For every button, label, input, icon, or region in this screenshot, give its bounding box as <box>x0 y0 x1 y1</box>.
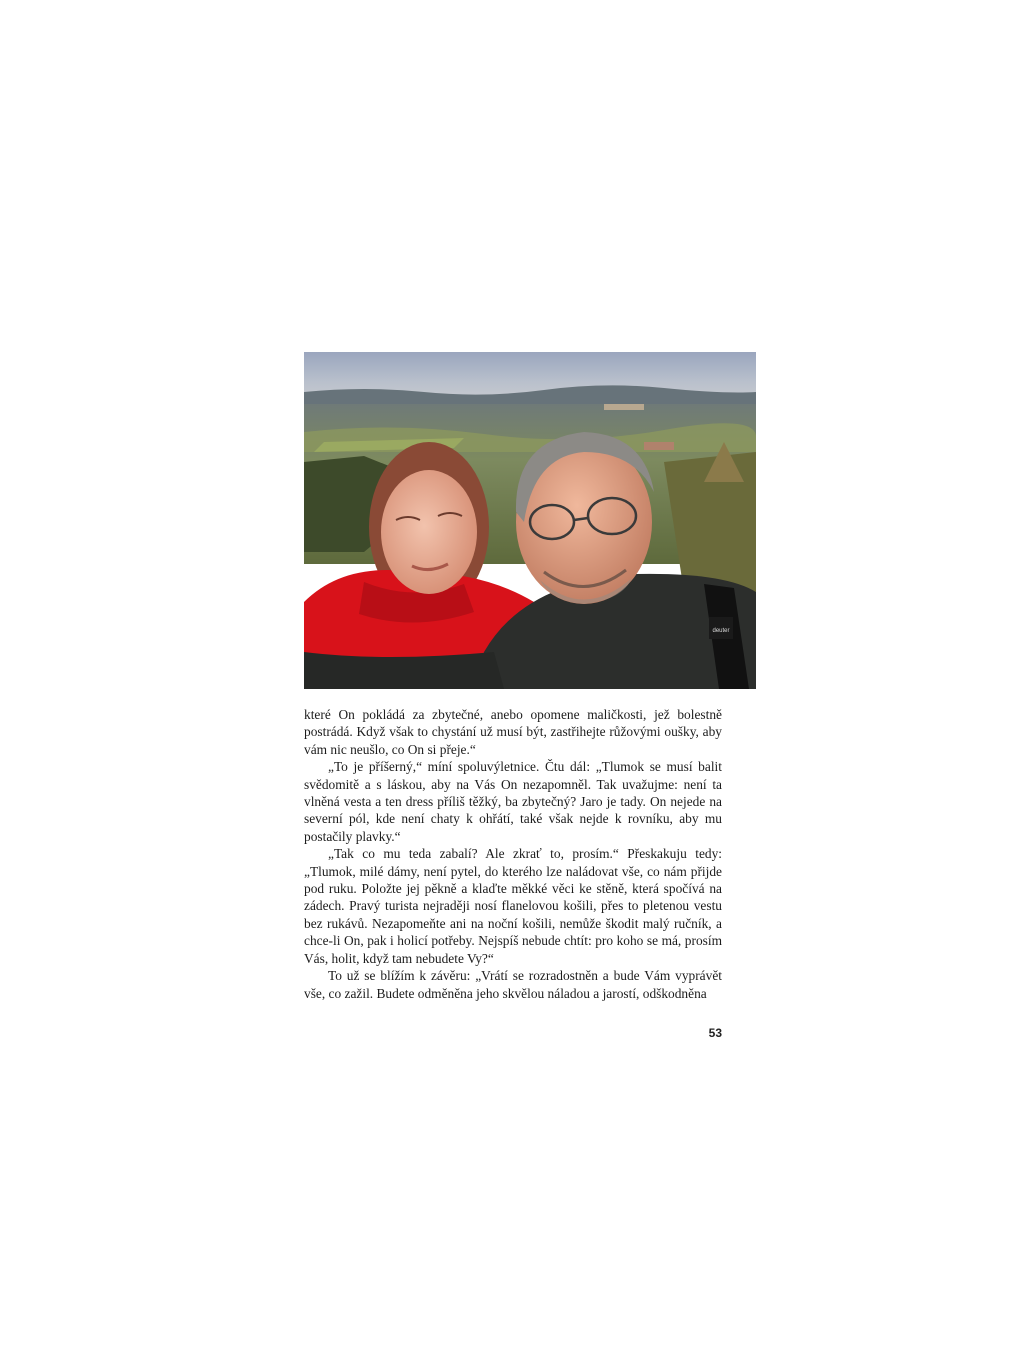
page-number: 53 <box>708 1026 722 1040</box>
paragraph: které On pokládá za zbytečné, anebo opomene maličkosti, jež bolestně postrádá. Když však to chystání už musí být, zastřihejte růžovými oušky, aby vám nic neušlo, co On si přeje.“ <box>304 707 722 757</box>
paragraph: „Tak co mu teda zabalí? Ale zkrať to, prosím.“ Přeskakuju tedy: „Tlumok, milé dámy, není pytel, do kterého lze naládovat vše, co nám přijde pod ruku. Položte jej pěkně a klaďte měkké věci ke stěně, která spočívá na zádech. Pravý turista nejraději nosí flanelovou košili, přes to pletenou vestu bez rukávů. Nezapomeňte ani na noční košili, nemůže škodit malý ručník, a chce-li On, pak i holicí potřeby. Nejspíš nebude chtít: pro koho se má, prosím Vás, holit, když tam nebudete Vy?“ <box>304 846 722 966</box>
deuter-logo: deuter <box>712 628 730 634</box>
paragraph: To už se blížím k závěru: „Vrátí se rozradostněn a bude Vám vyprávět vše, co zažil. Budete odměněna jeho skvělou náladou a jarostí, odškodněna <box>304 968 722 1001</box>
paragraph: „To je příšerný,“ míní spoluvýletnice. Čtu dál: „Tlumok se musí balit svědomitě a s láskou, aby na Vás On nezapomněl. Tak uvažujme: není ta vlněná vesta a ten dress příliš těžký, ba zbytečný? Jaro je tady. On nejede na severní pól, kde není chaty k ohřátí, také však nejde k rovníku, aby mu postačily plavky.“ <box>304 759 722 844</box>
body-text <box>304 706 722 1002</box>
selfie-photo <box>304 352 756 689</box>
